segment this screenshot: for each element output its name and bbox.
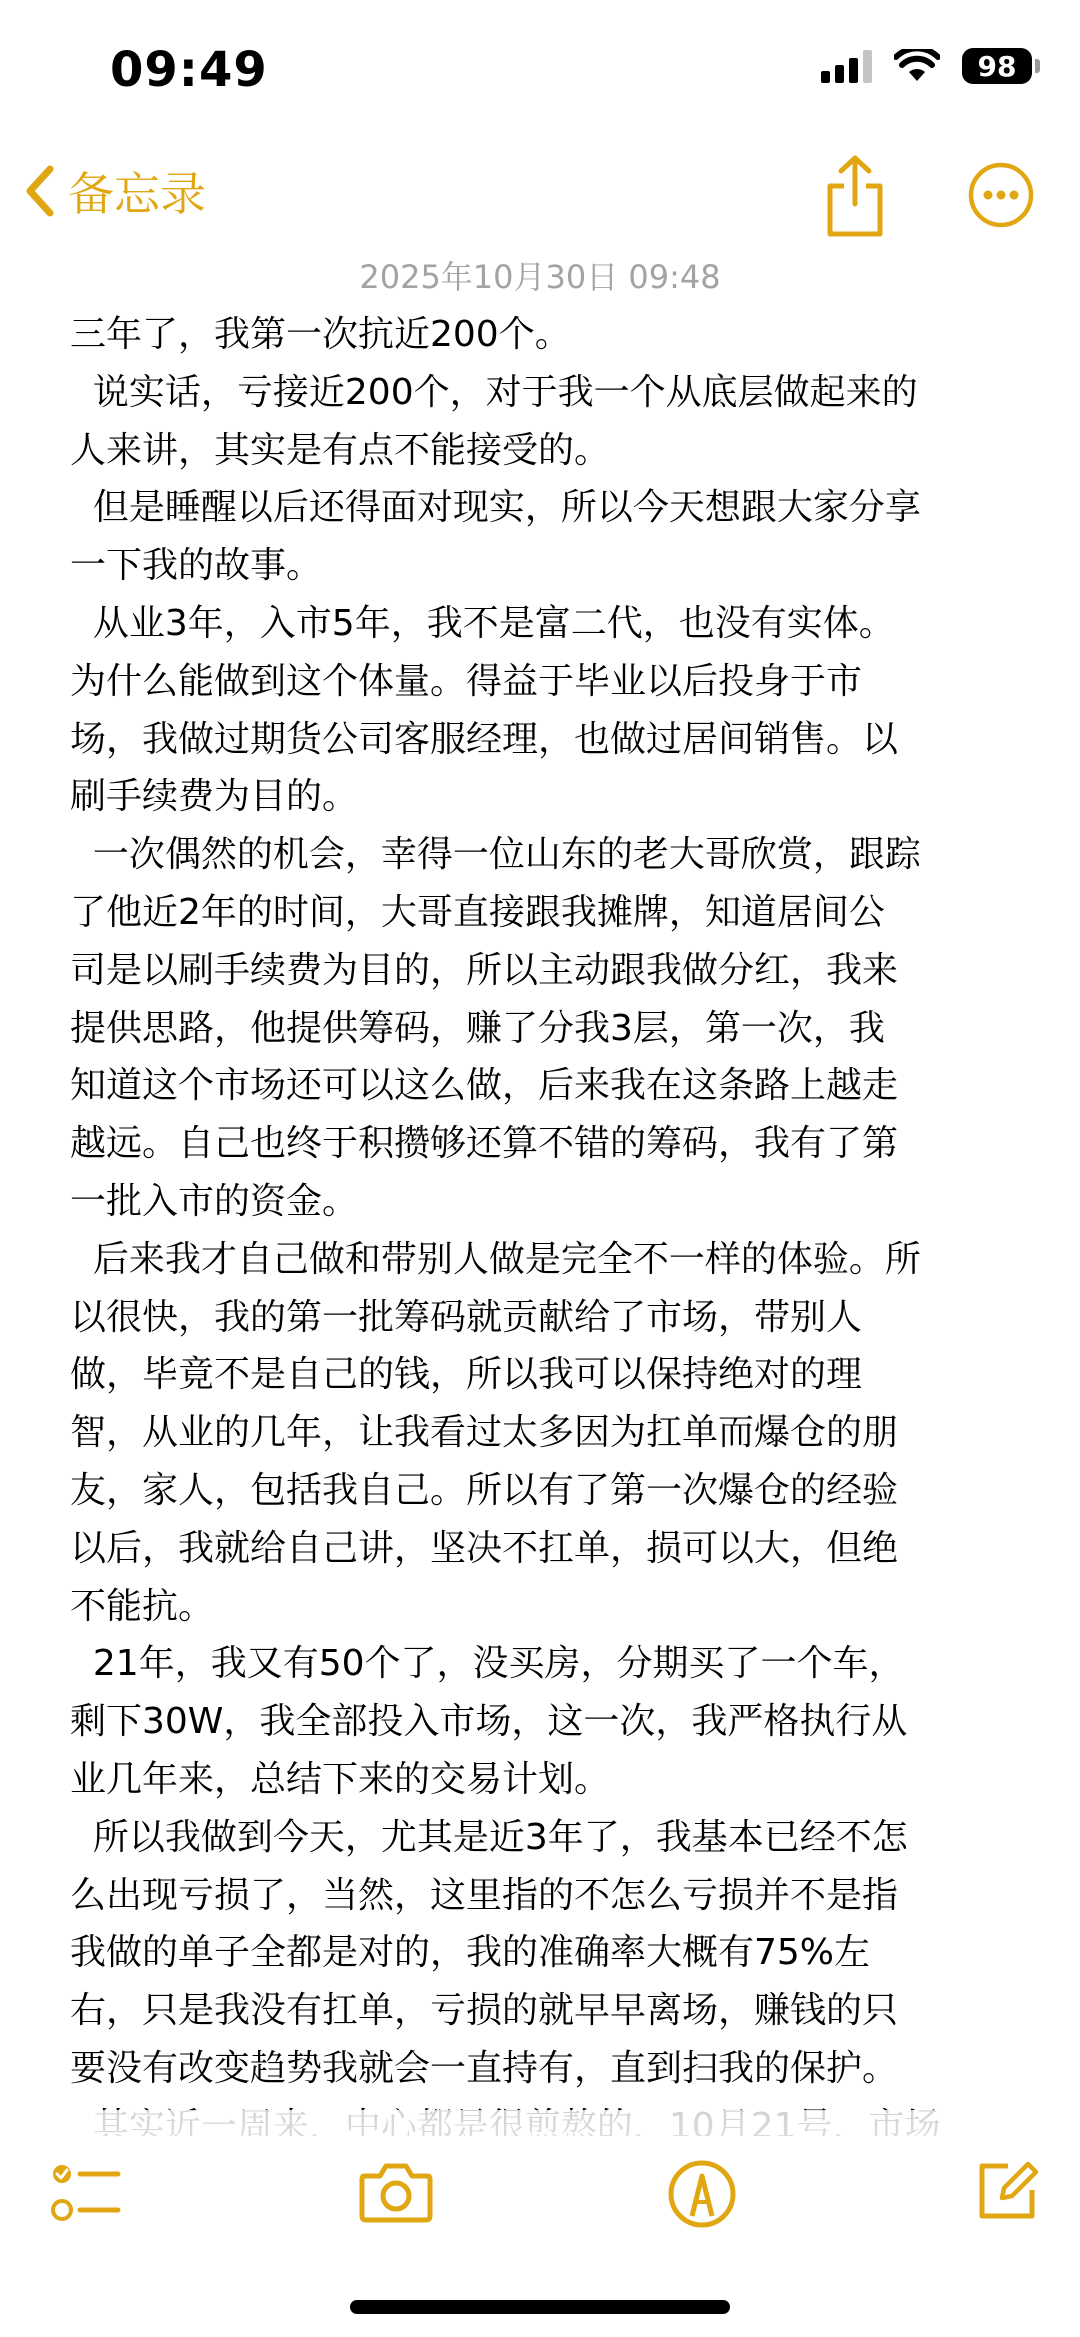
chevron-left-icon <box>22 161 58 221</box>
back-button[interactable] <box>22 158 206 224</box>
note-line: 智，从业的几年，让我看过太多因为扛单而爆仓的朋 <box>70 1412 899 1454</box>
note-text[interactable] <box>70 306 1020 2136</box>
back-label: 备忘录 <box>68 167 206 221</box>
camera-icon[interactable] <box>358 2158 434 2224</box>
note-line: 知道这个市场还可以这么做，后来我在这条路上越走 <box>70 1065 899 1107</box>
cellular-signal-icon <box>821 49 872 83</box>
more-options-icon[interactable] <box>968 162 1034 228</box>
share-icon[interactable] <box>820 152 890 242</box>
note-line: 为什么能做到这个体量。得益于毕业以后投身于市 <box>70 660 863 702</box>
note-line: 人来讲，其实是有点不能接受的。 <box>70 429 611 471</box>
note-line: 司是以刷手续费为目的，所以主动跟我做分红，我来 <box>70 949 899 991</box>
note-line: 业几年来，总结下来的交易计划。 <box>70 1758 611 1800</box>
note-line: 一批入市的资金。 <box>70 1180 359 1222</box>
note-line: 越远。自己也终于积攒够还算不错的筹码，我有了第 <box>70 1123 899 1165</box>
note-line: 但是睡醒以后还得面对现实，所以今天想跟大家分享 <box>70 487 921 529</box>
note-line: 剩下30W，我全部投入市场，这一次，我严格执行从 <box>70 1701 908 1743</box>
wifi-icon <box>894 49 940 83</box>
note-line: 从业3年，入市5年，我不是富二代，也没有实体。 <box>70 602 895 644</box>
note-line: 要没有改变趋势我就会一直持有，直到扫我的保护。 <box>70 2047 899 2089</box>
note-line: 一下我的故事。 <box>70 545 323 587</box>
note-line: 右，只是我没有扛单，亏损的就早早离场，赚钱的只 <box>70 1990 899 2032</box>
note-line: 一次偶然的机会，幸得一位山东的老大哥欣赏，跟踪 <box>70 834 921 876</box>
note-line: 友，家人，包括我自己。所以有了第一次爆仓的经验 <box>70 1469 899 1511</box>
battery-level: 98 <box>962 48 1032 84</box>
note-line: 三年了，我第一次抗近200个。 <box>70 314 571 355</box>
markup-pen-icon[interactable] <box>666 2158 738 2230</box>
battery-icon <box>962 48 1040 84</box>
status-icons <box>821 48 1040 84</box>
note-line: 做，毕竟不是自己的钱，所以我可以保持绝对的理 <box>70 1354 863 1396</box>
note-line: 了他近2年的时间，大哥直接跟我摊牌，知道居间公 <box>70 891 885 933</box>
note-line: 场，我做过期货公司客服经理，也做过居间销售。以 <box>70 718 899 760</box>
nav-bar <box>0 140 1080 250</box>
note-line: 不能抗。 <box>70 1585 215 1627</box>
note-editor[interactable] <box>0 306 1080 2136</box>
note-line: 21年，我又有50个了，没买房，分期买了一个车， <box>70 1643 905 1685</box>
note-line: 以后，我就给自己讲，坚决不扛单，损可以大，但绝 <box>70 1527 899 1569</box>
status-time: 09:49 <box>110 42 268 98</box>
note-line: 所以我做到今天，尤其是近3年了，我基本已经不怎 <box>70 1816 908 1858</box>
note-line: 后来我才自己做和带别人做是完全不一样的体验。所 <box>70 1238 921 1280</box>
status-bar <box>0 0 1080 140</box>
checklist-icon[interactable] <box>50 2158 122 2230</box>
note-line: 提供思路，他提供筹码，赚了分我3层，第一次，我 <box>70 1007 885 1049</box>
compose-icon[interactable] <box>974 2158 1040 2224</box>
note-line: 么出现亏损了，当然，这里指的不怎么亏损并不是指 <box>70 1874 899 1916</box>
note-date: 2025年10月30日 09:48 <box>359 258 721 296</box>
note-line: 我做的单子全都是对的，我的准确率大概有75%左 <box>70 1932 871 1974</box>
note-line: 刷手续费为目的。 <box>70 776 359 818</box>
home-indicator[interactable] <box>350 2300 730 2314</box>
note-line: 以很快，我的第一批筹码就贡献给了市场，带别人 <box>70 1296 863 1338</box>
note-line: 说实话，亏接近200个，对于我一个从底层做起来的 <box>70 371 918 413</box>
